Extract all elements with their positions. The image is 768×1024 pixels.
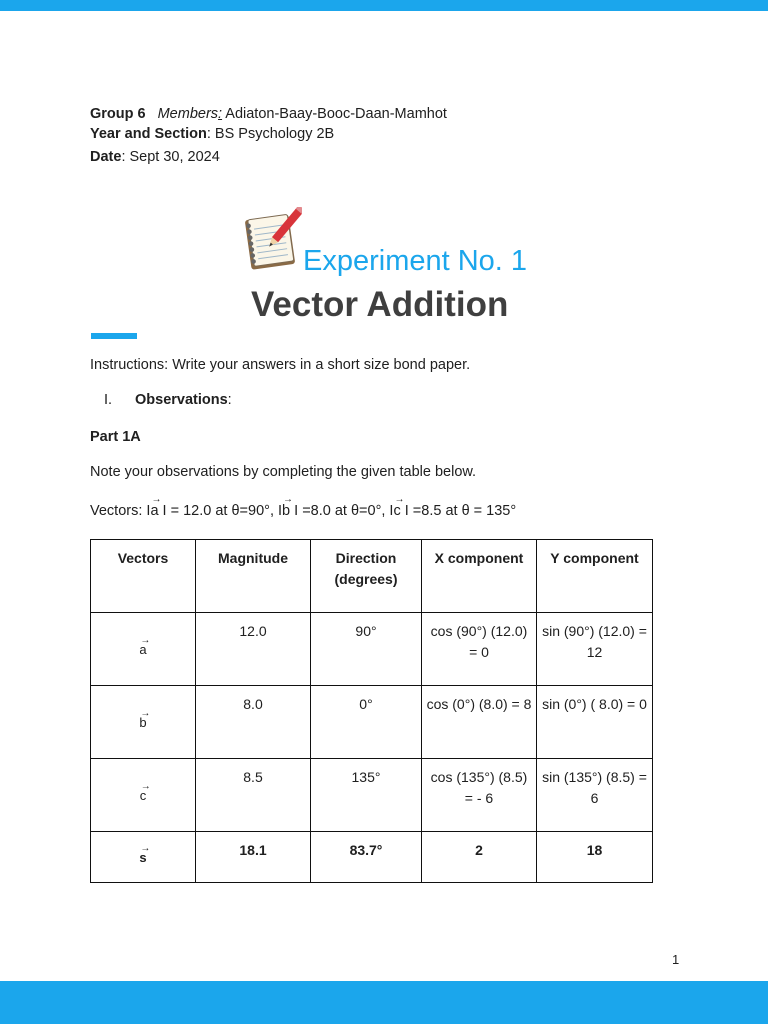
members-label: Members: (157, 106, 223, 122)
vector-cell: b → (91, 686, 196, 759)
table-row (91, 686, 653, 759)
vector-a-symbol: a → (150, 503, 158, 519)
group-line (90, 106, 447, 122)
table-row (91, 613, 653, 686)
y-component-cell: sin (90°) (12.0) = 12 (537, 613, 653, 686)
year-label: Year and Section (90, 126, 207, 142)
vector-b-symbol: b → (282, 503, 290, 519)
direction-cell: 83.7° (311, 832, 422, 883)
notebook-pencil-icon (240, 207, 302, 271)
vectors-given: Vectors: Ia → I = 12.0 at θ=90°, Ib → I =8.0 at θ=0°, Ic → I =8.5 at θ = 135° (90, 503, 516, 519)
header-x-component: X component (422, 540, 537, 613)
section-number: I. (104, 392, 113, 408)
x-component-cell: cos (0°) (8.0) = 8 (422, 686, 537, 759)
header-magnitude: Magnitude (196, 540, 311, 613)
table-row-sum (91, 832, 653, 883)
top-accent-bar (0, 0, 768, 11)
table-header-row (91, 540, 653, 613)
magnitude-cell: 12.0 (196, 613, 311, 686)
y-component-cell: sin (135°) (8.5) = 6 (537, 759, 653, 832)
magnitude-cell: 8.5 (196, 759, 311, 832)
vector-cell: s → (91, 832, 196, 883)
header-direction: Direction (degrees) (311, 540, 422, 613)
page-title: Vector Addition (251, 285, 509, 324)
direction-cell: 0° (311, 686, 422, 759)
vector-table (90, 539, 653, 883)
page-number: 1 (672, 952, 680, 967)
part-heading: Part 1A (90, 429, 141, 445)
instructions-text: Instructions: Write your answers in a short size bond paper. (90, 357, 471, 373)
direction-cell: 135° (311, 759, 422, 832)
bottom-accent-bar (0, 981, 768, 1024)
x-component-cell: cos (135°) (8.5) = - 6 (422, 759, 537, 832)
group-label: Group 6 (90, 106, 146, 122)
magnitude-cell: 18.1 (196, 832, 311, 883)
observations-heading: I. Observations: (104, 392, 232, 408)
date-label: Date (90, 149, 122, 165)
year-value: : BS Psychology 2B (206, 126, 335, 142)
table-row (91, 759, 653, 832)
accent-divider (91, 333, 137, 339)
y-component-cell: 18 (537, 832, 653, 883)
header-vectors: Vectors (91, 540, 196, 613)
x-component-cell: 2 (422, 832, 537, 883)
header-y-component: Y component (537, 540, 653, 613)
date-value: : Sept 30, 2024 (121, 149, 220, 165)
experiment-number: Experiment No. 1 (303, 245, 528, 277)
vector-cell: a → (91, 613, 196, 686)
direction-cell: 90° (311, 613, 422, 686)
members-names: Adiaton-Baay-Booc-Daan-Mamhot (222, 106, 447, 122)
vector-c-symbol: c → (393, 503, 400, 519)
magnitude-cell: 8.0 (196, 686, 311, 759)
note-text: Note your observations by completing the given table below. (90, 464, 477, 480)
x-component-cell: cos (90°) (12.0) = 0 (422, 613, 537, 686)
y-component-cell: sin (0°) ( 8.0) = 0 (537, 686, 653, 759)
section-label: Observations (135, 392, 228, 408)
vector-cell: c → (91, 759, 196, 832)
date-line (90, 149, 220, 165)
year-section-line (90, 126, 334, 142)
